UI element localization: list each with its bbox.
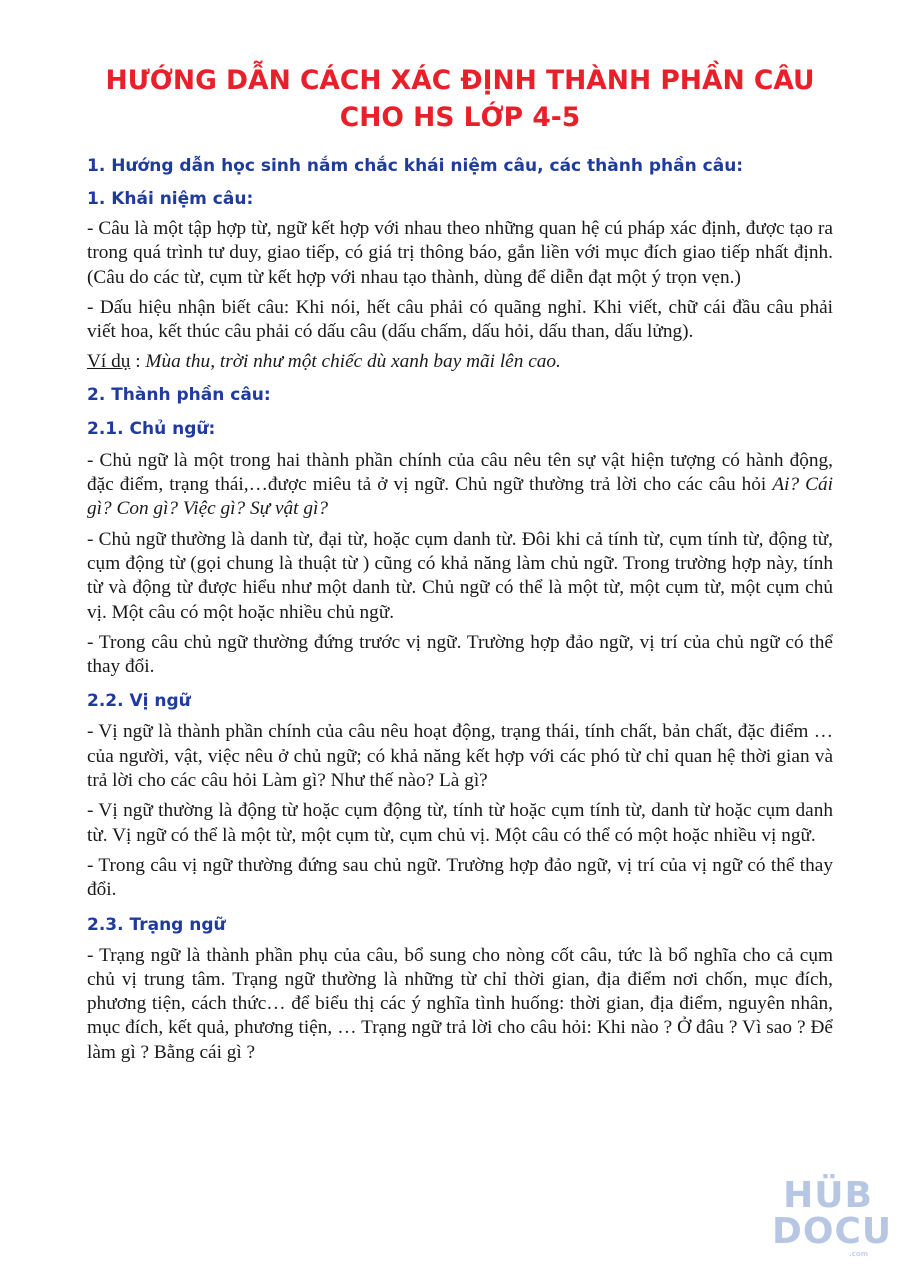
predicate-heading: 2.2. Vị ngữ [87,691,191,712]
example-text: Mùa thu, trời như một chiếc dù xanh bay mãi lên cao. [145,351,561,373]
title-line-1: HƯỚNG DẪN CÁCH XÁC ĐỊNH THÀNH PHẦN CÂU [105,65,815,96]
predicate-paragraph-1: - Vị ngữ là thành phần chính của câu nêu hoạt động, trạng thái, tính chất, bản chất, đặc điểm … của người, vật, việc nêu ở chủ ngữ; có khả năng kết hợp với các phó từ chỉ quan hệ thời gian và trả lời cho các câu hỏi Làm gì? Như thế nào? Là gì? [87,721,833,792]
example-separator: : [130,351,146,373]
subject-questions: Ai? Cái gì? Con gì? Việc gì? Sự vật gì? [87,474,833,520]
section-2-heading: 2. Thành phần câu: [87,384,271,405]
predicate-paragraph-3: - Trong câu vị ngữ thường đứng sau chủ ngữ. Trường hợp đảo ngữ, vị trí của vị ngữ có thể thay đổi. [87,854,833,901]
section-1-heading: 1. Hướng dẫn học sinh nắm chắc khái niệm câu, các thành phần câu: [87,156,744,176]
watermark-line-1: HÜB [783,1175,873,1216]
hubdocu-watermark-logo [772,1175,893,1258]
adverbial-heading: 2.3. Trạng ngữ [87,914,226,935]
title-line-2: CHO HS LỚP 4-5 [339,102,581,133]
example-label: Ví dụ [87,351,131,373]
subject-paragraph-2: - Chủ ngữ thường là danh từ, đại từ, hoặc cụm danh từ. Đôi khi cả tính từ, cụm tính từ, động từ, cụm động từ (gọi chung là thuật từ ) cũng có khả năng làm chủ ngữ. Trong trường hợp này, tính từ và động từ được hiểu như một danh từ. Chủ ngữ có thể là một từ, một cụm từ, một cụm chủ vị. Một câu có một hoặc nhiều chủ ngữ. [87,528,833,623]
example-line [87,350,833,374]
subject-paragraph-3: - Trong câu chủ ngữ thường đứng trước vị ngữ. Trường hợp đảo ngữ, vị trí của chủ ngữ có thể thay đổi. [87,631,833,678]
watermark-line-2: DOCU [772,1211,893,1252]
document-title [87,62,833,136]
concept-paragraph-2: - Dấu hiệu nhận biết câu: Khi nói, hết câu phải có quãng nghỉ. Khi viết, chữ cái đầu câu phải viết hoa, kết thúc câu phải có dấu câu (dấu chấm, dấu hỏi, dấu than, dấu lửng). [87,296,833,343]
subject-paragraph-1-text: - Chủ ngữ là một trong hai thành phần chính của câu nêu tên sự vật hiện tượng có hành động, đặc điểm, trạng thái,…được miêu tả ở vị ngữ. Chủ ngữ thường trả lời cho các câu hỏi [87,449,833,496]
subject-paragraph-1 [87,449,833,522]
concept-heading: 1. Khái niệm câu: [87,189,254,209]
watermark-line-3: .com [849,1250,868,1258]
subject-heading: 2.1. Chủ ngữ: [87,418,216,439]
document-page [87,62,833,1065]
adverbial-paragraph-1: - Trạng ngữ là thành phần phụ của câu, bổ sung cho nòng cốt câu, tức là bổ nghĩa cho cả cụm chủ vị trung tâm. Trạng ngữ thường là những từ chỉ thời gian, địa điểm nơi chốn, mục đích, phương tiện, cách thức… để biểu thị các ý nghĩa tình huống: thời gian, địa điểm, nguyên nhân, mục đích, kết quả, phương tiện, … Trạng ngữ trả lời cho câu hỏi: Khi nào ? Ở đâu ? Vì sao ? Để làm gì ? Bằng cái gì ? [87,944,833,1063]
concept-paragraph-1: - Câu là một tập hợp từ, ngữ kết hợp với nhau theo những quan hệ cú pháp xác định, được tạo ra trong quá trình tư duy, giao tiếp, có giá trị thông báo, gắn liền với mục đích giao tiếp nhất định.(Câu do các từ, cụm từ kết hợp với nhau tạo thành, dùng để diễn đạt một ý trọn vẹn.) [87,218,833,288]
predicate-paragraph-2: - Vị ngữ thường là động từ hoặc cụm động từ, tính từ hoặc cụm tính từ, danh từ hoặc cụm danh từ. Vị ngữ có thể là một từ, một cụm từ, cụm chủ vị. Một câu có thể có một hoặc nhiều vị ngữ. [87,800,833,846]
